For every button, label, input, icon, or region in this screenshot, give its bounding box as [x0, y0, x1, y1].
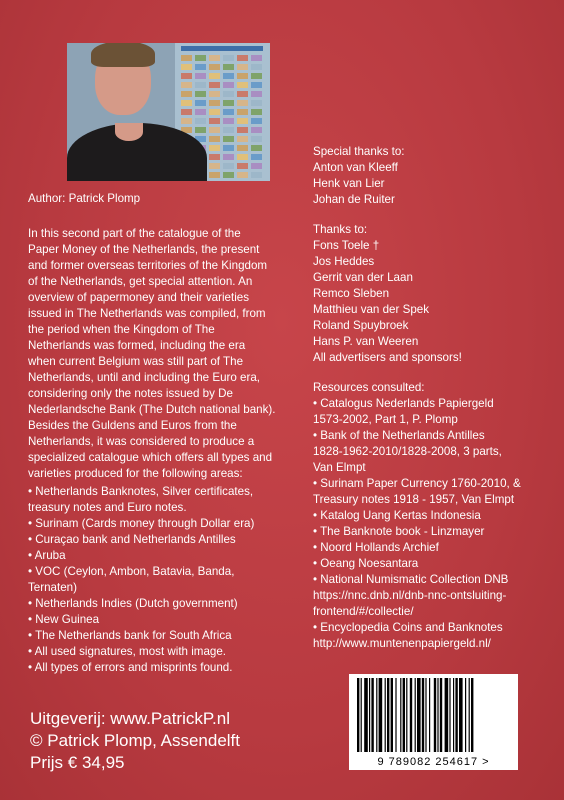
- description-line: issued in The Netherlands was compiled, from: [28, 307, 266, 320]
- publisher-block: [30, 708, 240, 774]
- resources-heading: Resources consulted:: [313, 381, 425, 394]
- author-hair: [91, 43, 155, 67]
- banknote-thumbnail: [223, 118, 234, 124]
- banknote-thumbnail: [181, 100, 192, 106]
- banknote-thumbnail: [237, 172, 248, 178]
- barcode-bars: [349, 674, 518, 754]
- banknote-thumbnail: [209, 64, 220, 70]
- description-line: Nederlandsche Bank (The Dutch national bank).: [28, 403, 276, 416]
- banknote-thumbnail: [223, 82, 234, 88]
- resource-line: https://nnc.dnb.nl/dnb-nnc-ontsluiting-: [313, 589, 507, 602]
- banknote-thumbnail: [223, 163, 234, 169]
- banknote-thumbnail: [237, 109, 248, 115]
- special-thanks-name: Johan de Ruiter: [313, 193, 395, 206]
- banknote-thumbnail: [209, 172, 220, 178]
- banknote-thumbnail: [237, 127, 248, 133]
- banknote-thumbnail: [223, 91, 234, 97]
- banknote-thumbnail: [195, 100, 206, 106]
- resource-line: • Bank of the Netherlands Antilles: [313, 429, 485, 442]
- resource-line: • National Numismatic Collection DNB: [313, 573, 509, 586]
- resource-line: • Encyclopedia Coins and Banknotes: [313, 621, 503, 634]
- banknote-thumbnail: [195, 118, 206, 124]
- banknote-thumbnail: [209, 118, 220, 124]
- special-thanks-block: [313, 144, 405, 208]
- banknote-thumbnail: [209, 154, 220, 160]
- banknote-thumbnail: [237, 73, 248, 79]
- areas-list: [28, 484, 254, 676]
- description-line: the period when the Kingdom of The: [28, 323, 215, 336]
- area-item: • Netherlands Banknotes, Silver certificates,: [28, 485, 254, 498]
- banknote-thumbnail: [181, 118, 192, 124]
- banknote-thumbnail: [251, 55, 262, 61]
- banknote-thumbnail: [195, 91, 206, 97]
- thanks-block: [313, 222, 462, 366]
- banknote-thumbnail: [237, 64, 248, 70]
- area-item: • New Guinea: [28, 613, 100, 626]
- area-item: treasury notes and Euro notes.: [28, 501, 187, 514]
- description-line: overview of papermoney and their varieties: [28, 291, 250, 304]
- resource-line: 1573-2002, Part 1, P. Plomp: [313, 413, 458, 426]
- description-line: of the Netherlands, get special attention. An: [28, 275, 253, 288]
- banknote-thumbnail: [237, 118, 248, 124]
- banknote-thumbnail: [251, 82, 262, 88]
- banknote-thumbnail: [251, 91, 262, 97]
- banknote-thumbnail: [237, 55, 248, 61]
- banknote-thumbnail: [251, 118, 262, 124]
- banknote-thumbnail: [195, 73, 206, 79]
- banknote-thumbnail: [251, 64, 262, 70]
- resource-line: Van Elmpt: [313, 461, 366, 474]
- area-item: • Netherlands Indies (Dutch government): [28, 597, 238, 610]
- banknote-thumbnail: [209, 91, 220, 97]
- banknote-thumbnail: [209, 145, 220, 151]
- barcode-number: 9 789082 254617 >: [377, 756, 490, 768]
- banknote-thumbnail: [223, 172, 234, 178]
- banknote-thumbnail: [195, 82, 206, 88]
- special-thanks-name: Henk van Lier: [313, 177, 385, 190]
- banknote-thumbnail: [237, 163, 248, 169]
- resource-line: 1828-1962-2010/1828-2008, 3 parts,: [313, 445, 502, 458]
- banknote-thumbnail: [237, 136, 248, 142]
- banknote-thumbnail: [237, 145, 248, 151]
- banknote-thumbnail: [195, 64, 206, 70]
- resource-line: • The Banknote book - Linzmayer: [313, 525, 485, 538]
- resource-line: • Surinam Paper Currency 1760-2010, &: [313, 477, 521, 490]
- banknote-thumbnail: [223, 55, 234, 61]
- banknote-thumbnail: [251, 145, 262, 151]
- banknote-thumbnail: [181, 82, 192, 88]
- area-item: • All used signatures, most with image.: [28, 645, 227, 658]
- banknote-thumbnail: [181, 73, 192, 79]
- banknote-thumbnail: [223, 73, 234, 79]
- banknote-thumbnail: [209, 82, 220, 88]
- author-caption: Author: Patrick Plomp: [28, 192, 141, 205]
- banknote-thumbnail: [209, 163, 220, 169]
- banknote-thumbnail: [195, 109, 206, 115]
- banknote-thumbnail: [251, 136, 262, 142]
- banknote-thumbnail: [181, 64, 192, 70]
- description-line: Besides the Guldens and Euros from the: [28, 419, 237, 432]
- area-item: Ternaten): [28, 581, 77, 594]
- poster-header: [181, 46, 263, 51]
- banknote-thumbnail: [209, 127, 220, 133]
- banknote-thumbnail: [223, 145, 234, 151]
- description-line: Paper Money of the Netherlands, the present: [28, 243, 260, 256]
- resource-line: • Oeang Noesantara: [313, 557, 419, 570]
- resource-line: http://www.muntenenpapiergeld.nl/: [313, 637, 491, 650]
- area-item: • All types of errors and misprints found.: [28, 661, 233, 674]
- thanks-heading: Thanks to:: [313, 223, 368, 236]
- banknote-thumbnail: [223, 100, 234, 106]
- banknote-thumbnail: [237, 82, 248, 88]
- author-photo: [67, 43, 270, 181]
- banknote-thumbnail: [181, 91, 192, 97]
- banknote-thumbnail: [237, 100, 248, 106]
- description-paragraph: [28, 226, 275, 482]
- description-line: specialized catalogue which offers all types and: [28, 451, 273, 464]
- banknote-thumbnail: [195, 55, 206, 61]
- area-item: • The Netherlands bank for South Africa: [28, 629, 232, 642]
- copyright-line: © Patrick Plomp, Assendelft: [30, 731, 241, 750]
- thanks-name: Remco Sleben: [313, 287, 390, 300]
- banknote-thumbnail: [223, 127, 234, 133]
- resources-block: [313, 380, 521, 652]
- description-line: and former overseas territories of the Kingdom: [28, 259, 268, 272]
- banknote-thumbnail: [223, 136, 234, 142]
- special-thanks-heading: Special thanks to:: [313, 145, 405, 158]
- banknote-thumbnail: [237, 154, 248, 160]
- banknote-thumbnail: [209, 55, 220, 61]
- banknote-thumbnail: [251, 100, 262, 106]
- description-line: Netherlands was formed, including the era: [28, 339, 246, 352]
- thanks-name: Matthieu van der Spek: [313, 303, 430, 316]
- banknote-thumbnail: [251, 172, 262, 178]
- thanks-name: Fons Toele †: [313, 239, 380, 252]
- banknote-thumbnail: [237, 91, 248, 97]
- banknote-thumbnail: [209, 136, 220, 142]
- isbn-barcode: [349, 674, 518, 770]
- banknote-thumbnail: [251, 73, 262, 79]
- banknote-thumbnail: [181, 55, 192, 61]
- banknote-thumbnail: [251, 109, 262, 115]
- banknote-thumbnail: [209, 73, 220, 79]
- thanks-name: Hans P. van Weeren: [313, 335, 419, 348]
- price-line: Prijs € 34,95: [30, 753, 125, 772]
- area-item: • Surinam (Cards money through Dollar era): [28, 517, 255, 530]
- area-item: • Curaçao bank and Netherlands Antilles: [28, 533, 236, 546]
- thanks-name: Jos Heddes: [313, 255, 375, 268]
- area-item: • Aruba: [28, 549, 66, 562]
- banknote-thumbnail: [209, 100, 220, 106]
- banknote-thumbnail: [209, 109, 220, 115]
- resource-line: • Katalog Uang Kertas Indonesia: [313, 509, 481, 522]
- description-line: Netherlands, it was considered to produce a: [28, 435, 255, 448]
- resource-line: • Noord Hollands Archief: [313, 541, 439, 554]
- publisher-website: Uitgeverij: www.PatrickP.nl: [30, 709, 230, 728]
- description-line: when current Belgium was still part of The: [28, 355, 244, 368]
- banknote-thumbnail: [181, 109, 192, 115]
- description-line: In this second part of the catalogue of the: [28, 227, 241, 240]
- resource-line: • Catalogus Nederlands Papiergeld: [313, 397, 494, 410]
- resource-line: frontend/#/collectie/: [313, 605, 414, 618]
- author-collar: [115, 123, 143, 141]
- banknote-thumbnail: [251, 163, 262, 169]
- banknote-thumbnail: [223, 64, 234, 70]
- resource-line: Treasury notes 1918 - 1957, Van Elmpt: [313, 493, 515, 506]
- banknote-thumbnail: [223, 109, 234, 115]
- thanks-name: All advertisers and sponsors!: [313, 351, 462, 364]
- description-line: varieties produced for the following areas:: [28, 467, 243, 480]
- description-line: considering only the notes issued by De: [28, 387, 233, 400]
- thanks-name: Roland Spuybroek: [313, 319, 409, 332]
- banknote-thumbnail: [251, 127, 262, 133]
- banknote-thumbnail: [251, 154, 262, 160]
- special-thanks-name: Anton van Kleeff: [313, 161, 398, 174]
- area-item: • VOC (Ceylon, Ambon, Batavia, Banda,: [28, 565, 235, 578]
- description-line: Netherlands, until and including the Euro era,: [28, 371, 261, 384]
- banknote-thumbnail: [195, 127, 206, 133]
- thanks-name: Gerrit van der Laan: [313, 271, 413, 284]
- banknote-thumbnail: [223, 154, 234, 160]
